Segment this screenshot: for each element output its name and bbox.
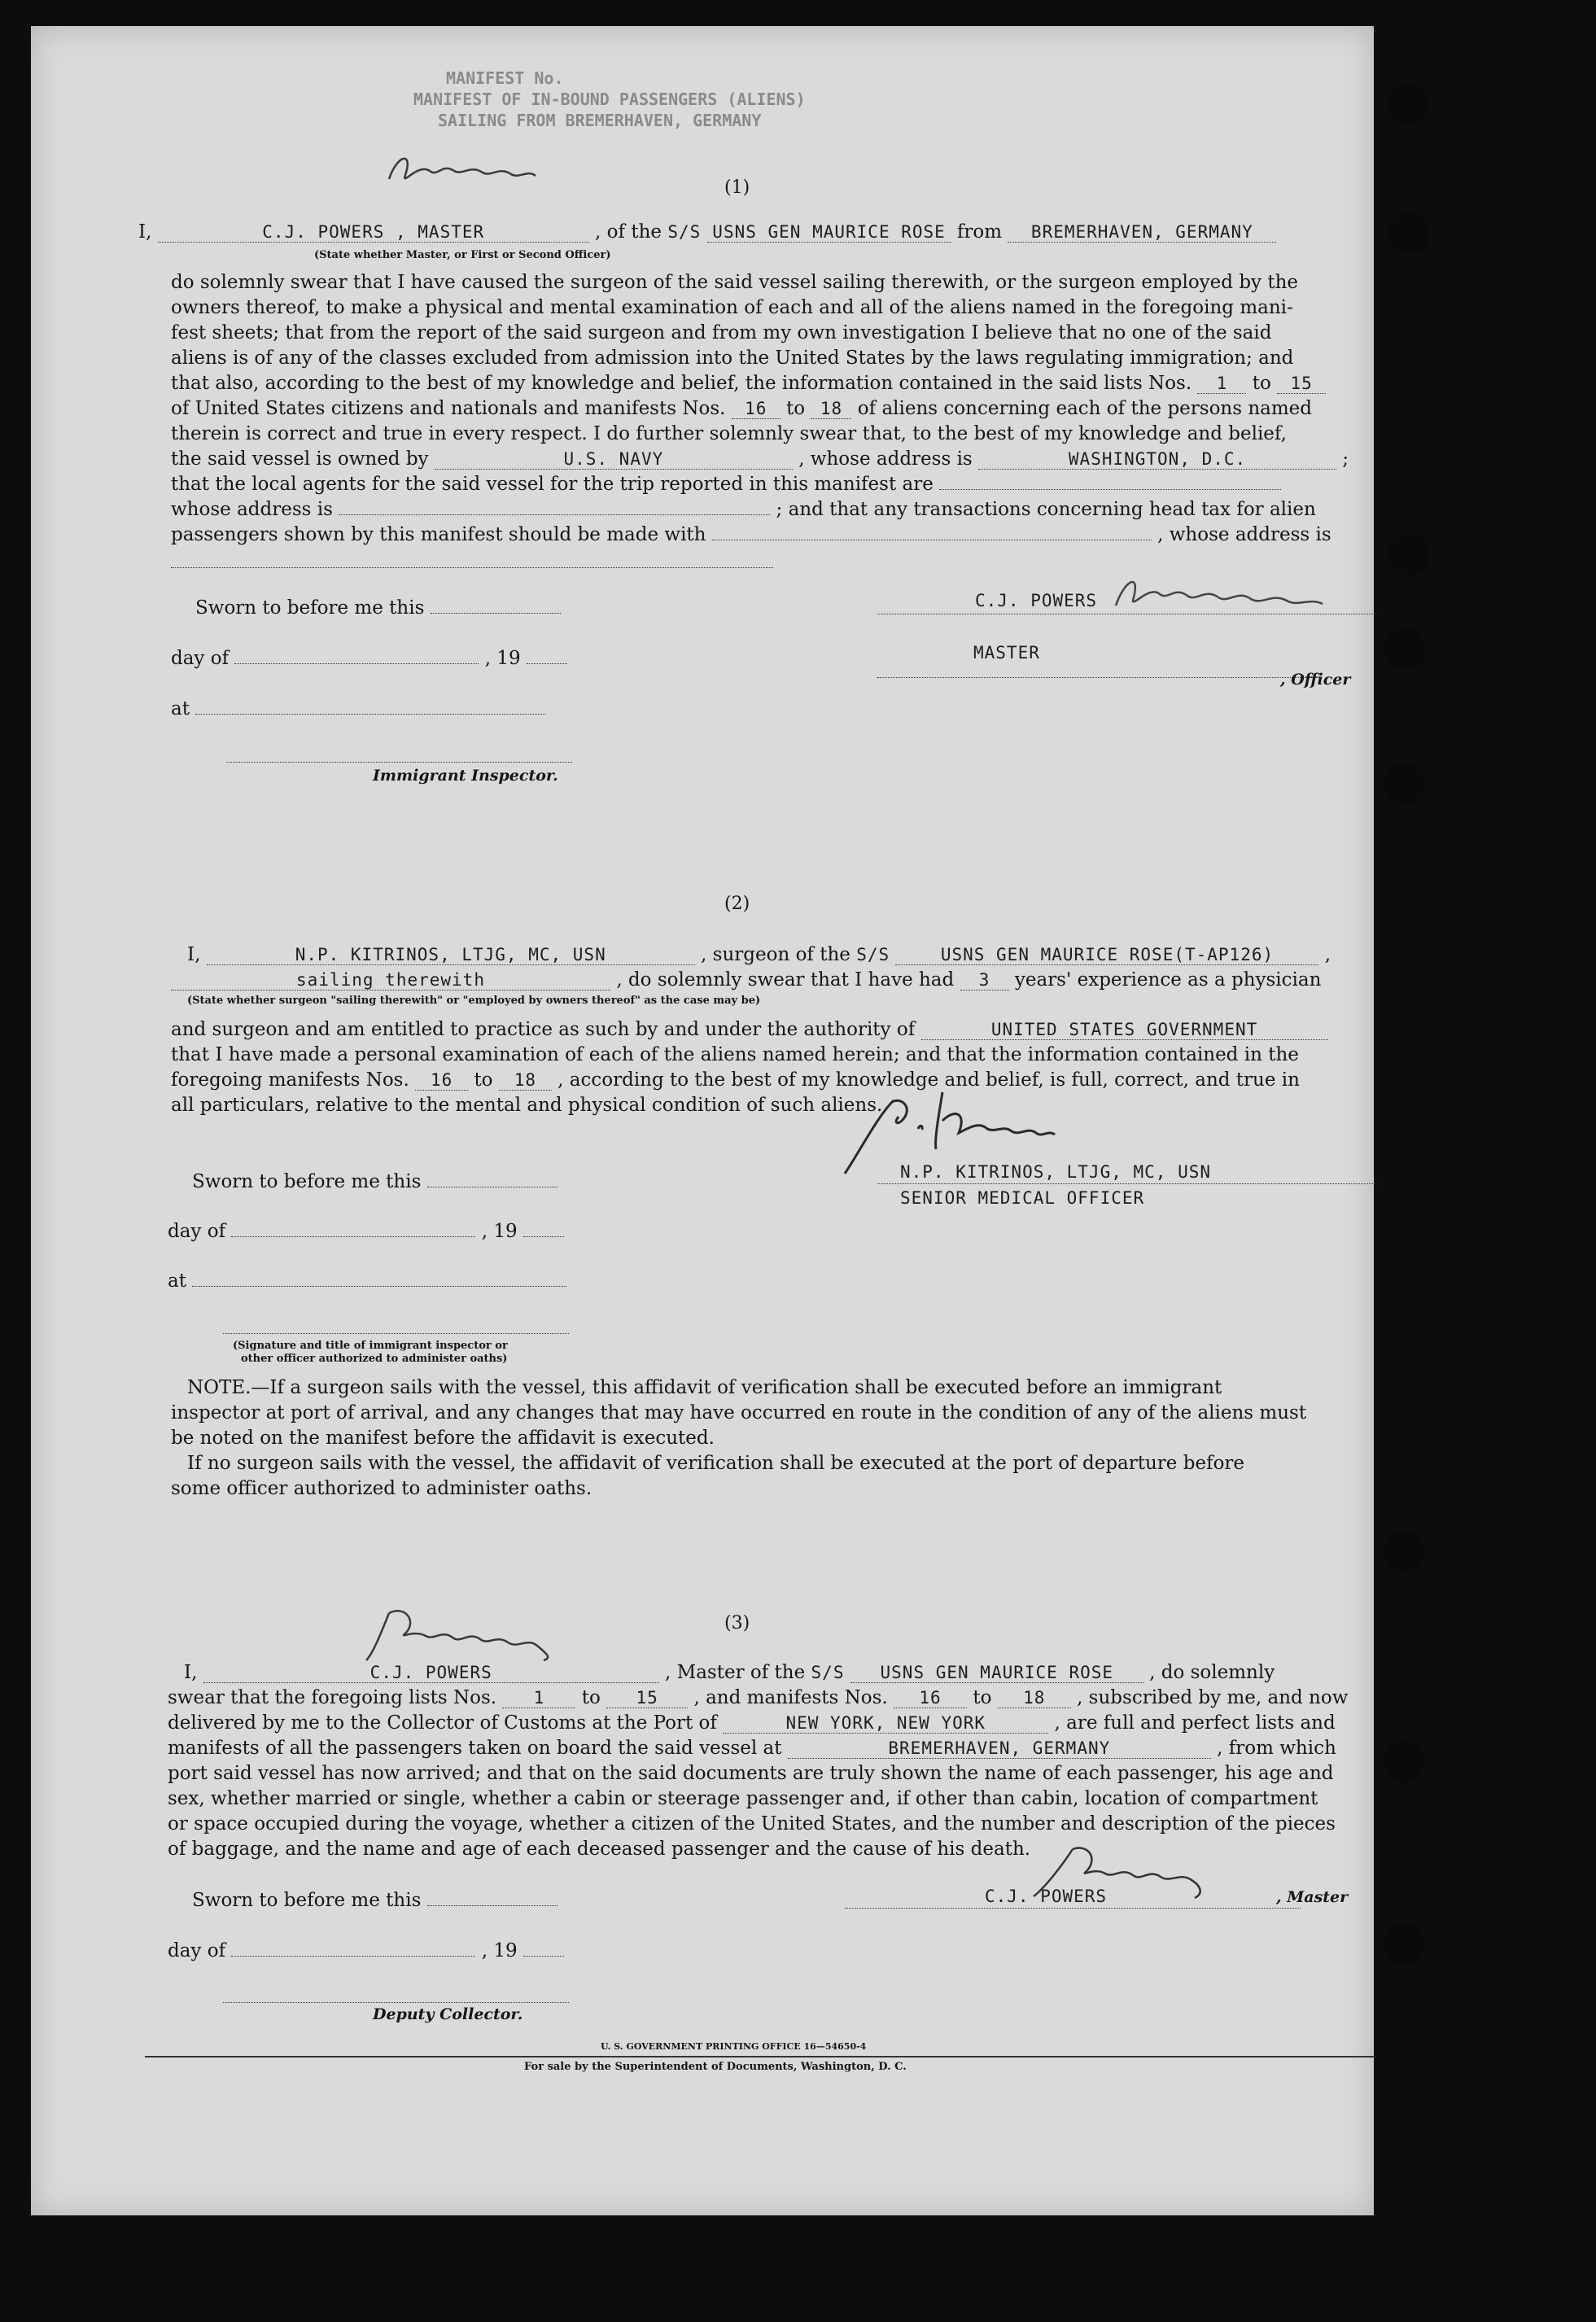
sale-notice: For sale by the Superintendent of Documents, Washington, D. C. [524, 2061, 907, 2073]
punch-hole [1384, 1742, 1424, 1782]
affidavit-1-body-5: that also, according to the best of my knowledge and belief, the information contained in the said lists Nos. 1 to 15 [171, 371, 1326, 396]
affidavit-3-line-6: sex, whether married or single, whether a cabin or steerage passenger and, if other than cabin, location of compartment [168, 1788, 1318, 1809]
affidavit-1-body-11: passengers shown by this manifest should be made with , whose address is [171, 524, 1331, 545]
deputy-collector-label: Deputy Collector. [373, 2005, 523, 2023]
note-line-2: inspector at port of arrival, and any changes that may have occurred en route in the condition of any of the aliens must [171, 1402, 1307, 1423]
master-caption: (State whether Master, or First or Second Officer) [314, 249, 611, 261]
officer-label: , Officer [1280, 671, 1351, 689]
of-the-label: , of the [595, 221, 662, 243]
header-line-1: MANIFEST No. [446, 68, 564, 88]
surgeon-signed-name: N.P. KITRINOS, LTJG, MC, USN [900, 1162, 1212, 1182]
master-name-field-3: C.J. POWERS [203, 1663, 659, 1683]
affidavit-3-line-1: I, C.J. POWERS , Master of the S/S USNS GEN MAURICE ROSE , do solemnly [184, 1662, 1275, 1683]
note-line-3: be noted on the manifest before the affidavit is executed. [171, 1428, 715, 1449]
owner-field: U.S. NAVY [435, 449, 793, 470]
affidavit-1-i: I, [138, 221, 152, 243]
affidavit-1-body-10: whose address is ; and that any transactions concerning head tax for alien [171, 499, 1316, 520]
years-field: 3 [960, 970, 1009, 990]
punch-hole [1385, 763, 1426, 804]
departure-port-field: BREMERHAVEN, GERMANY [1008, 222, 1276, 243]
punch-hole [1385, 628, 1426, 669]
affidavit-3-line-7: or space occupied during the voyage, whether a citizen of the United States, and the number and description of the pieces [168, 1813, 1336, 1834]
manifests-to-field-3: 18 [998, 1688, 1071, 1708]
affidavit-1-body-9: that the local agents for the said vessel for the trip reported in this manifest are [171, 472, 1281, 496]
document-page [31, 26, 1374, 2215]
header-line-3: SAILING FROM BREMERHAVEN, GERMANY [438, 111, 762, 130]
day-of-2: day of , 19 [168, 1219, 564, 1244]
inspector-caption-2: other officer authorized to administer oaths) [241, 1353, 508, 1365]
note-line-4: If no surgeon sails with the vessel, the affidavit of verification shall be executed at the port of departure before [187, 1453, 1245, 1474]
affidavit-2-number: (2) [724, 894, 750, 914]
note-line-5: some officer authorized to administer oaths. [171, 1478, 592, 1499]
punch-hole [1384, 1924, 1424, 1965]
master-label-3: , Master [1276, 1888, 1349, 1906]
lists-to-field-3: 15 [606, 1688, 688, 1708]
affidavit-3-number: (3) [724, 1613, 750, 1633]
agents-address-field [339, 514, 770, 515]
affidavit-2-line-6: all particulars, relative to the mental and physical condition of such aliens. [171, 1095, 883, 1116]
affidavit-1-number: (1) [724, 177, 750, 198]
affidavit-1-body-1: do solemnly swear that I have caused the surgeon of the said vessel sailing therewith, or the surgeon employed by the [171, 272, 1299, 293]
punch-hole [1384, 1530, 1424, 1571]
manifests-from-field-2: 16 [415, 1070, 468, 1091]
affidavit-1-body-7: therein is correct and true in every respect. I do further solemnly swear that, to the best of my knowledge and belief, [171, 423, 1287, 444]
affidavit-1-line-1 [138, 220, 1276, 244]
master-signed-name-1: C.J. POWERS [975, 591, 1098, 610]
day-of-1: day of , 19 [171, 646, 567, 671]
owner-address-field: WASHINGTON, D.C. [978, 449, 1336, 470]
vessel-prefix: S/S [667, 222, 702, 242]
at-1: at [171, 697, 545, 721]
affidavit-2-line-3: and surgeon and am entitled to practice as such by and under the authority of UNITED STATES GOVERNMENT [171, 1017, 1328, 1042]
sworn-2: Sworn to before me this [192, 1170, 558, 1194]
master-signature-2 [1109, 565, 1329, 625]
manifests-from-field: 16 [732, 399, 781, 419]
punch-hole [1388, 534, 1429, 575]
master-signed-name-3: C.J. POWERS [985, 1887, 1108, 1906]
surgeon-signature-line [877, 1183, 1378, 1184]
affidavit-1-body-2: owners thereof, to make a physical and mental examination of each and all of the aliens named in the foregoing mani- [171, 297, 1293, 318]
surgeon-name-field: N.P. KITRINOS, LTJG, MC, USN [207, 945, 695, 965]
affidavit-3-line-8: of baggage, and the name and age of each deceased passenger and the cause of his death. [168, 1839, 1031, 1860]
master-signature-line-3 [845, 1908, 1301, 1909]
sailing-field: sailing therewith [171, 970, 610, 990]
affidavit-1-body-3: fest sheets; that from the report of the said surgeon and from my own investigation I believe that no one of the said [171, 322, 1272, 343]
affidavit-1-body-6: of United States citizens and nationals and manifests Nos. 16 to 18 of aliens concerning each of the persons named [171, 398, 1313, 419]
affidavit-2-line-2: sailing therewith , do solemnly swear that I have had 3 years' experience as a physician [171, 968, 1321, 992]
local-agents-field [939, 489, 1281, 490]
from-label: from [956, 221, 1003, 243]
vessel-prefix-3: S/S [811, 1663, 845, 1682]
inspector-caption-1: (Signature and title of immigrant inspector or [233, 1340, 508, 1352]
authority-field: UNITED STATES GOVERNMENT [921, 1020, 1328, 1040]
inspector-signature-line-1 [226, 762, 572, 763]
surgeon-signed-title: SENIOR MEDICAL OFFICER [900, 1188, 1145, 1208]
note-line-1: NOTE.—If a surgeon sails with the vessel, this affidavit of verification shall be executed before an immigrant [187, 1377, 1222, 1398]
header-line-2: MANIFEST OF IN-BOUND PASSENGERS (ALIENS) [413, 90, 806, 109]
master-signed-title-1: MASTER [973, 643, 1040, 662]
sworn-3: Sworn to before me this [192, 1888, 558, 1913]
master-name-field: C.J. POWERS , MASTER [158, 222, 589, 243]
collector-signature-line [223, 2002, 569, 2003]
departure-port-field-3: BREMERHAVEN, GERMANY [788, 1738, 1211, 1759]
inspector-signature-line-2 [223, 1333, 569, 1334]
manifests-to-field-2: 18 [499, 1070, 552, 1091]
sailing-caption: (State whether surgeon "sailing therewith" or "employed by owners thereof" as the case may be) [187, 995, 761, 1007]
immigrant-inspector-label-1: Immigrant Inspector. [373, 767, 558, 785]
officer-line [877, 677, 1317, 678]
vessel-name-field-3: USNS GEN MAURICE ROSE [850, 1663, 1143, 1683]
affidavit-1-body-4: aliens is of any of the classes excluded from admission into the United States by the laws regulating immigration; and [171, 348, 1294, 369]
day-of-3: day of , 19 [168, 1939, 564, 1963]
lists-to-field: 15 [1277, 374, 1326, 394]
footer-rule [145, 2056, 1374, 2057]
affidavit-1-body-8: the said vessel is owned by U.S. NAVY , whose address is WASHINGTON, D.C. ; [171, 448, 1349, 470]
punch-hole [1388, 83, 1429, 124]
head-tax-address-line [171, 567, 773, 568]
arrival-port-field: NEW YORK, NEW YORK [723, 1713, 1048, 1734]
affidavit-3-line-2: swear that the foregoing lists Nos. 1 to 15 , and manifests Nos. 16 to 18 , subscribed by me, and now [168, 1687, 1349, 1708]
affidavit-2-line-5: foregoing manifests Nos. 16 to 18 , according to the best of my knowledge and belief, is full, correct, and true in [171, 1069, 1300, 1091]
lists-from-field: 1 [1197, 374, 1246, 394]
master-signature-1 [381, 146, 544, 199]
vessel-name-field-2: USNS GEN MAURICE ROSE(T-AP126) [895, 945, 1318, 965]
manifests-from-field-3: 16 [894, 1688, 967, 1708]
sworn-1: Sworn to before me this [195, 596, 561, 620]
lists-from-field-3: 1 [502, 1688, 575, 1708]
at-2: at [168, 1269, 566, 1293]
affidavit-3-line-3: delivered by me to the Collector of Customs at the Port of NEW YORK, NEW YORK , are full and perfect lists and [168, 1712, 1336, 1734]
printing-office: U. S. GOVERNMENT PRINTING OFFICE 16—54650-4 [601, 2041, 867, 2052]
vessel-name-field: USNS GEN MAURICE ROSE [707, 222, 951, 243]
punch-hole [1388, 213, 1429, 254]
affidavit-2-line-4: that I have made a personal examination of each of the aliens named herein; and that the information contained in the [171, 1044, 1299, 1065]
manifests-to-field: 18 [811, 399, 851, 419]
vessel-prefix-2: S/S [856, 945, 890, 964]
affidavit-3-line-5: port said vessel has now arrived; and that on the said documents are truly shown the name of each passenger, his age and [168, 1763, 1334, 1784]
affidavit-2-line-1: I, N.P. KITRINOS, LTJG, MC, USN , surgeon of the S/S USNS GEN MAURICE ROSE(T-AP126) , [187, 944, 1331, 965]
affidavit-3-line-4: manifests of all the passengers taken on board the said vessel at BREMERHAVEN, GERMANY , from which [168, 1738, 1336, 1759]
